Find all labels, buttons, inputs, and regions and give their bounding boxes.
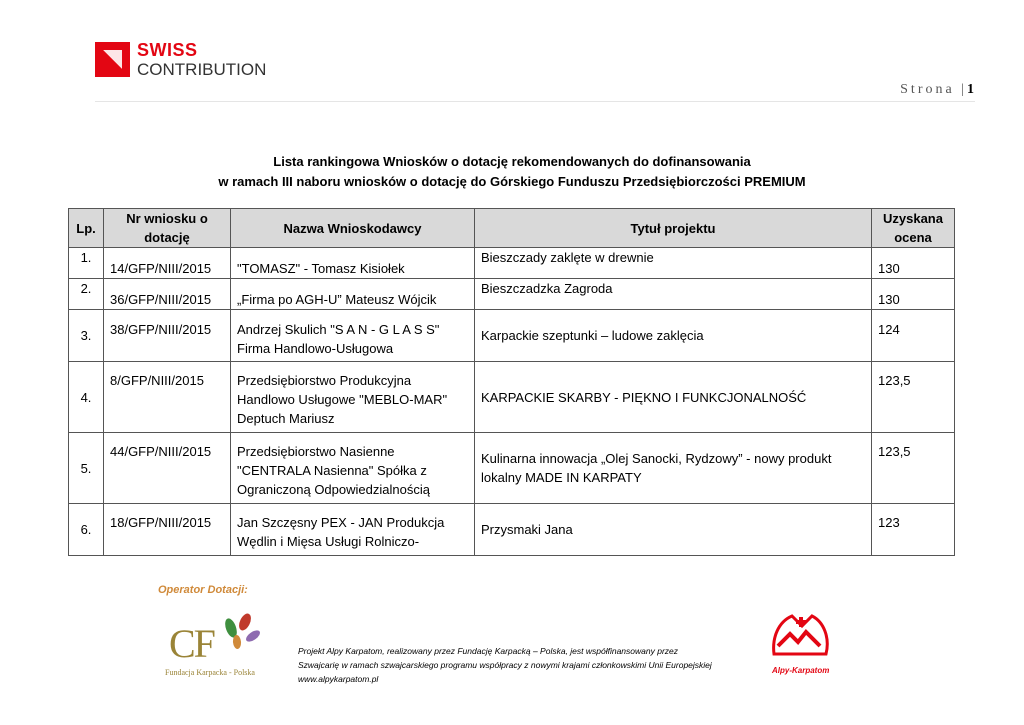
table-row <box>69 362 955 433</box>
cell-score: 130 <box>872 279 955 310</box>
header-applicant-name: Nazwa Wnioskodawcy <box>231 209 475 248</box>
cell-lp: 1. <box>69 248 104 279</box>
header-application-number: Nr wniosku o dotację <box>104 209 231 248</box>
document-title-line-1: Lista rankingowa Wniosków o dotację rekomendowanych do dofinansowania <box>273 154 751 169</box>
footer-website: www.alpykarpatom.pl <box>298 674 379 684</box>
header-project-title: Tytuł projektu <box>475 209 872 248</box>
cell-project-title: Przysmaki Jana <box>475 504 872 556</box>
alpy-karpatom-logo <box>768 610 838 680</box>
cell-project-title: Bieszczadzka Zagroda <box>475 279 872 310</box>
footer-text-line-2: Szwajcarię w ramach szwajcarskiego programu współpracy z nowymi krajami członkowskimi Unii Europejskiej <box>298 660 712 670</box>
header-divider <box>95 101 975 102</box>
cell-applicant-name: „Firma po AGH-U” Mateusz Wójcik <box>231 279 475 310</box>
cell-applicant-name: Andrzej Skulich "S A N - G L A S S" Firma Handlowo-Usługowa <box>231 310 475 362</box>
cell-score: 123,5 <box>872 433 955 504</box>
footer-text-line-1: Projekt Alpy Karpatom, realizowany przez Fundację Karpacką – Polska, jest współfinansowany przez <box>298 646 679 656</box>
leaf-icon <box>217 612 263 658</box>
cell-applicant-name: Jan Szczęsny PEX - JAN Produkcja Wędlin i Mięsa Usługi Rolniczo- <box>231 504 475 556</box>
cell-project-title: Karpackie szeptunki – ludowe zaklęcia <box>475 310 872 362</box>
header-lp: Lp. <box>69 209 104 248</box>
page-label: Strona | <box>900 82 967 97</box>
cf-logo-caption: Fundacja Karpacka - Polska <box>165 668 255 677</box>
cell-score: 123,5 <box>872 362 955 433</box>
table-row <box>69 279 955 310</box>
cell-score: 124 <box>872 310 955 362</box>
cell-applicant-name: Przedsiębiorstwo Nasienne "CENTRALA Nasienna" Spółka z Ograniczoną Odpowiedzialnością <box>231 433 475 504</box>
cell-application-number: 14/GFP/NIII/2015 <box>104 248 231 279</box>
cell-score: 130 <box>872 248 955 279</box>
ranking-table <box>68 208 955 556</box>
page-number-value: 1 <box>967 82 974 97</box>
cell-project-title: Bieszczady zaklęte w drewnie <box>475 248 872 279</box>
cf-logo-letters: CF <box>169 621 214 666</box>
fundacja-karpacka-logo <box>165 612 265 684</box>
cell-lp: 6. <box>69 504 104 556</box>
cell-lp: 4. <box>69 362 104 433</box>
cell-lp: 5. <box>69 433 104 504</box>
page-number <box>900 82 974 98</box>
cell-score: 123 <box>872 504 955 556</box>
document-title-line-2: w ramach III naboru wniosków o dotację do Górskiego Funduszu Przedsiębiorczości PREMIUM <box>218 174 806 189</box>
cell-lp: 2. <box>69 279 104 310</box>
table-row <box>69 433 955 504</box>
alpy-karpatom-icon <box>768 610 834 666</box>
cell-applicant-name: Przedsiębiorstwo Produkcyjna Handlowo Usługowe "MEBLO-MAR" Deptuch Mariusz <box>231 362 475 433</box>
cell-project-title: KARPACKIE SKARBY - PIĘKNO I FUNKCJONALNOŚĆ <box>475 362 872 433</box>
operator-label: Operator Dotacji: <box>158 584 248 596</box>
cell-application-number: 44/GFP/NIII/2015 <box>104 433 231 504</box>
swiss-cross-icon <box>95 42 130 77</box>
footer-project-note <box>298 644 712 686</box>
cell-application-number: 18/GFP/NIII/2015 <box>104 504 231 556</box>
table-row <box>69 504 955 556</box>
alpy-karpatom-caption: Alpy-Karpatom <box>772 666 830 675</box>
cell-project-title: Kulinarna innowacja „Olej Sanocki, Rydzowy” - nowy produkt lokalny MADE IN KARPATY <box>475 433 872 504</box>
cell-applicant-name: "TOMASZ" - Tomasz Kisiołek <box>231 248 475 279</box>
cell-application-number: 36/GFP/NIII/2015 <box>104 279 231 310</box>
cell-application-number: 8/GFP/NIII/2015 <box>104 362 231 433</box>
cell-application-number: 38/GFP/NIII/2015 <box>104 310 231 362</box>
header-score: Uzyskana ocena <box>872 209 955 248</box>
table-header-row <box>69 209 955 248</box>
table-row <box>69 310 955 362</box>
table-row <box>69 248 955 279</box>
swiss-contribution-logo <box>95 42 275 82</box>
logo-line-1: SWISS <box>137 40 198 60</box>
logo-line-2: CONTRIBUTION <box>137 60 267 79</box>
cell-lp: 3. <box>69 310 104 362</box>
